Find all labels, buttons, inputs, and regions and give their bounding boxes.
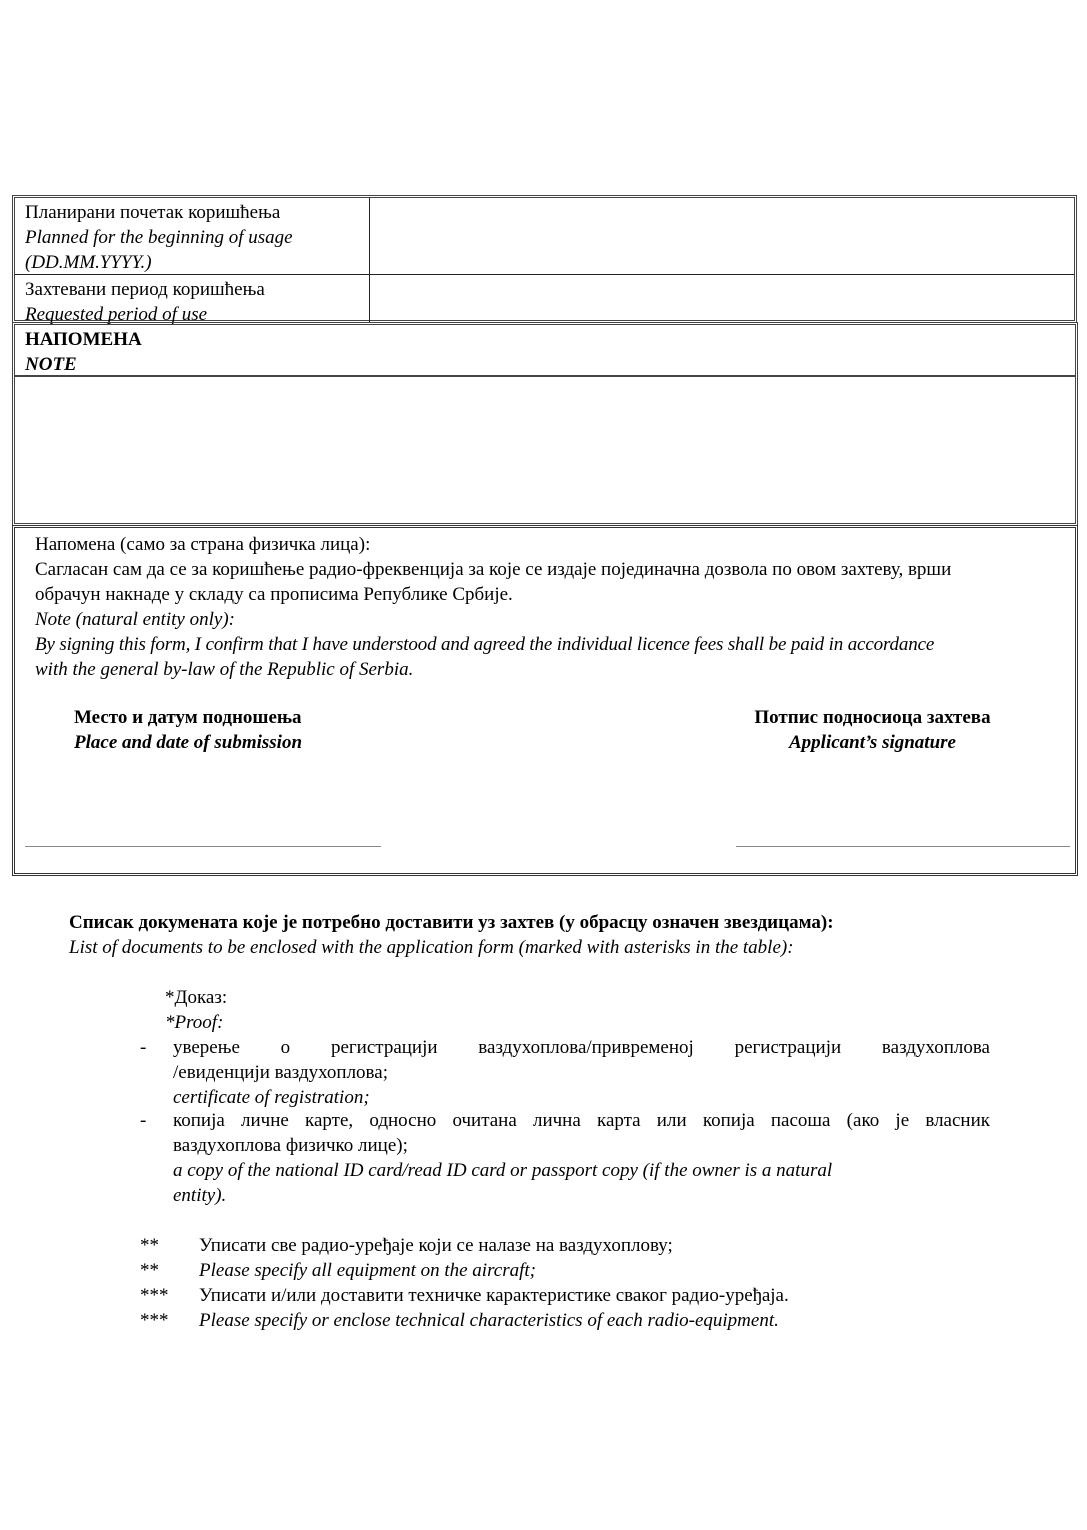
documents-heading [69, 910, 1029, 960]
place-date-line[interactable] [25, 846, 381, 847]
dash-bullet-icon: - [140, 1037, 147, 1058]
declaration-text [35, 532, 1065, 682]
footnotes [140, 1233, 940, 1333]
declaration-heading-en: Note (natural entity only): [35, 609, 235, 630]
document-item-content [173, 1035, 990, 1110]
declaration-heading-sr: Напомена (само за страна физичка лица): [35, 534, 371, 555]
footnote-mark: *** [140, 1310, 169, 1331]
signature-label [715, 705, 1030, 755]
document-item-en-1: a copy of the national ID card/read ID card or passport copy (if the owner is a natural [173, 1160, 833, 1181]
document-item-content [173, 1108, 990, 1208]
footnote-mark: ** [140, 1235, 159, 1256]
note-section [12, 322, 1078, 526]
signature-label-sr: Потпис подносиоца захтева [754, 707, 991, 728]
footnote-text: Please specify or enclose technical characteristics of each radio-equipment. [199, 1310, 779, 1331]
document-item-sr-2: /евиденцији ваздухоплова; [173, 1062, 388, 1083]
declaration-text-sr-1: Сагласан сам да се за коришћење радио-фреквенција за које се издаје појединачна дозвола по овом захтеву, врши [35, 559, 952, 580]
document-item-en-2: entity). [173, 1185, 227, 1206]
footnote-text: Уписати све радио-уређаје који се налазе на ваздухоплову; [199, 1235, 673, 1256]
requested-period-row [15, 275, 1074, 323]
document-item-sr-2: ваздухоплова физичко лице); [173, 1135, 408, 1156]
proof-heading-en: *Proof: [165, 1012, 224, 1033]
usage-period-table [12, 195, 1077, 323]
note-heading-en: NOTE [25, 354, 77, 375]
footnote-mark: *** [140, 1285, 169, 1306]
footnote [140, 1233, 940, 1258]
documents-title-en: List of documents to be enclosed with the application form (marked with asterisks in the table): [69, 937, 794, 958]
footnote [140, 1308, 940, 1333]
note-heading-sr: НАПОМЕНА [25, 329, 142, 350]
document-item-sr-1: уверење о регистрацији ваздухоплова/привременој регистрацији ваздухоплова [173, 1037, 990, 1058]
declaration-text-en-2: with the general by-law of the Republic of Serbia. [35, 659, 414, 680]
place-date-label-en: Place and date of submission [74, 732, 303, 753]
dash-bullet-icon: - [140, 1110, 147, 1131]
requested-period-label-en: Requested period of use [25, 304, 208, 325]
requested-period-label-cell [15, 275, 370, 323]
place-date-label [74, 705, 302, 755]
planned-start-row [15, 198, 1074, 275]
footnote-text: Please specify all equipment on the aircraft; [199, 1260, 536, 1281]
signature-line[interactable] [736, 846, 1070, 847]
document-item-en-1: certificate of registration; [173, 1087, 370, 1108]
document-item-sr-1: копија личне карте, односно очитана лична карта или копија пасоша (ако је власник [173, 1110, 990, 1131]
planned-start-label-sr: Планирани почетак коришћења [25, 202, 281, 223]
planned-start-label-cell [15, 198, 370, 274]
planned-start-input[interactable] [371, 198, 1074, 274]
declaration-text-en-1: By signing this form, I confirm that I have understood and agreed the individual licence fees shall be paid in accordance [35, 634, 935, 655]
date-format-hint: (DD.MM.YYYY.) [25, 252, 152, 273]
footnote-text: Уписати и/или доставити техничке карактеристике сваког радио-уређаја. [199, 1285, 789, 1306]
declaration-section [12, 525, 1078, 876]
note-input[interactable] [15, 378, 1075, 523]
footnote [140, 1258, 940, 1283]
declaration-text-sr-2: обрачун накнаде у складу са прописима Републике Србије. [35, 584, 513, 605]
proof-heading-sr: *Доказ: [165, 987, 228, 1008]
note-header [15, 325, 1075, 377]
planned-start-label-en: Planned for the beginning of usage [25, 227, 293, 248]
requested-period-input[interactable] [371, 275, 1074, 323]
requested-period-label-sr: Захтевани период коришћења [25, 279, 265, 300]
documents-title-sr: Списак докумената које је потребно доставити уз захтев (у обрасцу означен звездицама): [69, 912, 834, 933]
footnote [140, 1283, 940, 1308]
place-date-label-sr: Место и датум подношења [74, 707, 302, 728]
signature-label-en: Applicant’s signature [789, 732, 956, 753]
proof-heading [165, 985, 227, 1035]
footnote-mark: ** [140, 1260, 159, 1281]
